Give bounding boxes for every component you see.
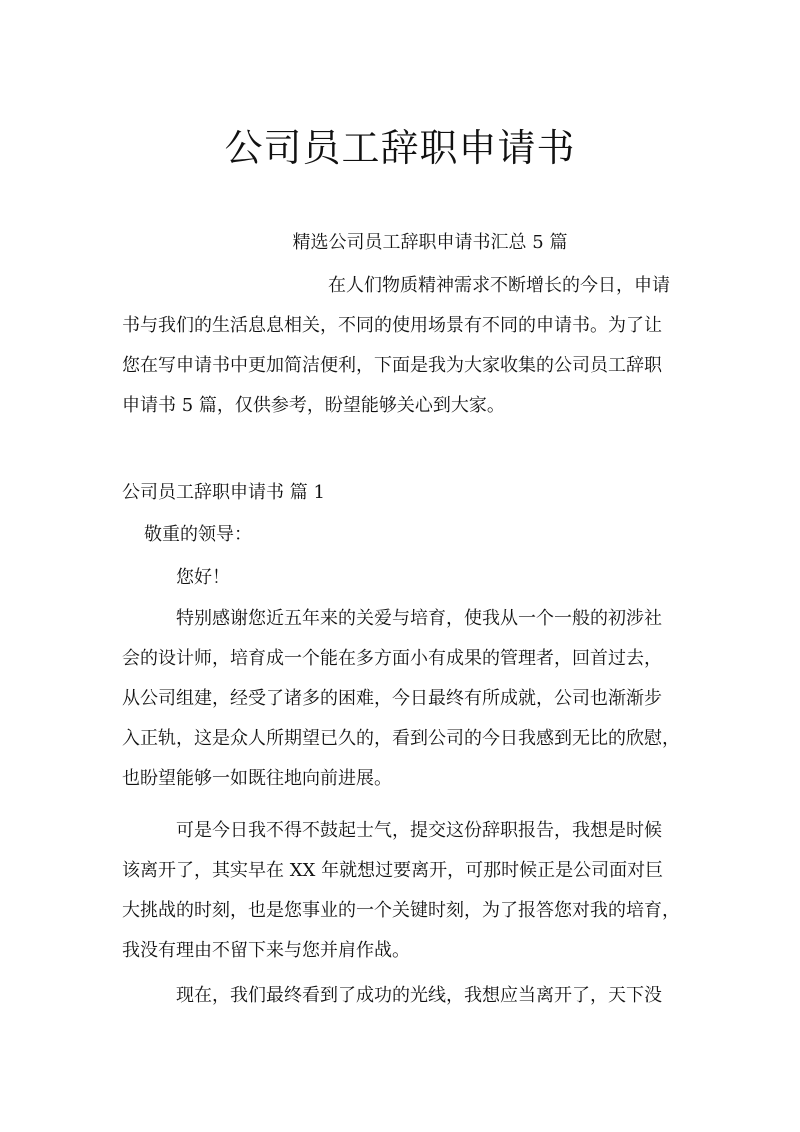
paragraph-line: 从公司组建，经受了诸多的困难，今日最终有所成就，公司也渐渐步 xyxy=(122,688,662,709)
body-paragraph-2 xyxy=(122,811,688,971)
paragraph-line: 现在，我们最终看到了成功的光线，我想应当离开了，天下没 xyxy=(176,985,662,1006)
paragraph-line: 特别感谢您近五年来的关爱与培育，使我从一个一般的初涉社 xyxy=(176,608,662,629)
intro-line: 申请书 5 篇，仅供参考，盼望能够关心到大家。 xyxy=(122,395,505,416)
paragraph-line: 我没有理由不留下来与您并肩作战。 xyxy=(122,940,410,961)
paragraph-line: 大挑战的时刻，也是您事业的一个关键时刻，为了报答您对我的培育， xyxy=(122,900,680,921)
document-title: 公司员工辞职申请书 xyxy=(224,126,576,170)
paragraph-line: 可是今日我不得不鼓起士气，提交这份辞职报告，我想是时候 xyxy=(176,820,662,841)
body-paragraph-3 xyxy=(122,976,688,1016)
paragraph-line: 该离开了，其实早在 XX 年就想过要离开，可那时候正是公司面对巨 xyxy=(122,860,664,881)
paragraph-line: 会的设计师，培育成一个能在多方面小有成果的管理者，回首过去， xyxy=(122,648,662,669)
intro-line: 您在写申请书中更加简洁便利，下面是我为大家收集的公司员工辞职 xyxy=(122,355,662,376)
paragraph-line: 入正轨，这是众人所期望已久的，看到公司的今日我感到无比的欣慰， xyxy=(122,728,680,749)
letter-greeting: 您好！ xyxy=(176,567,230,588)
section-heading: 公司员工辞职申请书 篇 1 xyxy=(122,482,325,503)
letter-salutation: 敬重的领导： xyxy=(144,524,252,545)
intro-paragraph xyxy=(122,266,688,426)
paragraph-line: 也盼望能够一如既往地向前进展。 xyxy=(122,768,392,789)
document-subtitle: 精选公司员工辞职申请书汇总 5 篇 xyxy=(292,232,568,253)
intro-line: 书与我们的生活息息相关，不同的使用场景有不同的申请书。为了让 xyxy=(122,315,662,336)
body-paragraph-1 xyxy=(122,599,688,799)
intro-line: 在人们物质精神需求不断增长的今日，申请 xyxy=(328,275,670,296)
